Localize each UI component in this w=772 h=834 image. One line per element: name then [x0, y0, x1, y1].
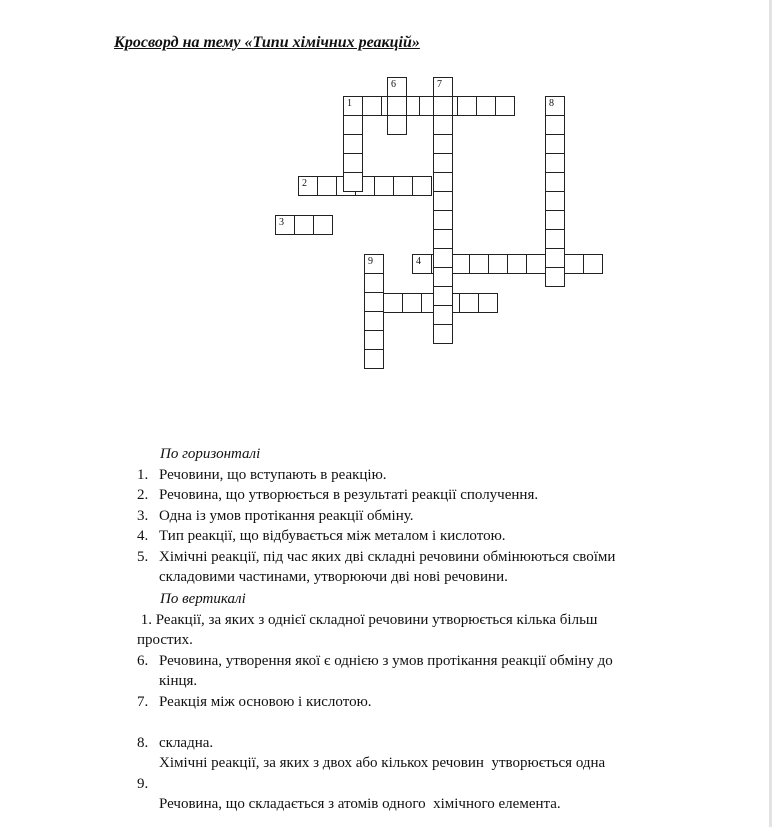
clue-text: Хімічні реакції, під час яких дві складні речовини обмінюються своїми: [159, 549, 616, 565]
down-heading: По вертикалі: [160, 591, 246, 607]
page-title: Кросворд на тему «Типи хімічних реакцій»: [114, 34, 420, 51]
clue-text: Одна із умов протікання реакції обміну.: [159, 508, 414, 524]
clue-number: 1.: [137, 467, 149, 483]
clue-number: 6.: [137, 653, 149, 669]
cell-number: 3: [279, 217, 284, 228]
cell-number: 6: [391, 79, 396, 90]
cell-number: 8: [549, 98, 554, 109]
clue-text-continued: складовими частинами, утворюючи дві нові речовини.: [159, 569, 508, 585]
clue-text: Речовина, утворення якої є однією з умов протікання реакції обміну до: [159, 653, 613, 669]
clue-text: Тип реакції, що відбувається між металом і кислотою.: [159, 528, 506, 544]
clue-number: 5.: [137, 549, 149, 565]
clue-text-continued: кінця.: [159, 673, 198, 689]
clue-text: Речовина, що складається з атомів одного хімічного елемента.: [159, 796, 561, 812]
cell-number: 7: [437, 79, 442, 90]
clue-number: 3.: [137, 508, 149, 524]
cell-number: 9: [368, 256, 373, 267]
cell-number: 4: [416, 256, 421, 267]
clue-text: Реакція між основою і кислотою.: [159, 694, 372, 710]
clue-number: 8.: [137, 735, 149, 751]
clue-number: 4.: [137, 528, 149, 544]
clue-number: 7.: [137, 694, 149, 710]
clue-text: Речовина, що утворюється в результаті реакції сполучення.: [159, 487, 539, 503]
down-clue-1-continued: простих.: [137, 632, 193, 648]
cell-number: 2: [302, 178, 307, 189]
clue-text: Речовини, що вступають в реакцію.: [159, 467, 387, 483]
across-heading: По горизонталі: [160, 446, 261, 462]
clue-text: Хімічні реакції, за яких з двох або кількох речовин утворюється одна: [159, 755, 606, 771]
cell-number: 1: [347, 98, 352, 109]
clue-number: 9.: [137, 776, 149, 792]
down-clue-1: 1. Реакції, за яких з однієї складної речовини утворюється кілька більш: [137, 612, 598, 628]
clue-number: 2.: [137, 487, 149, 503]
clue-text-continued: складна.: [159, 735, 214, 751]
